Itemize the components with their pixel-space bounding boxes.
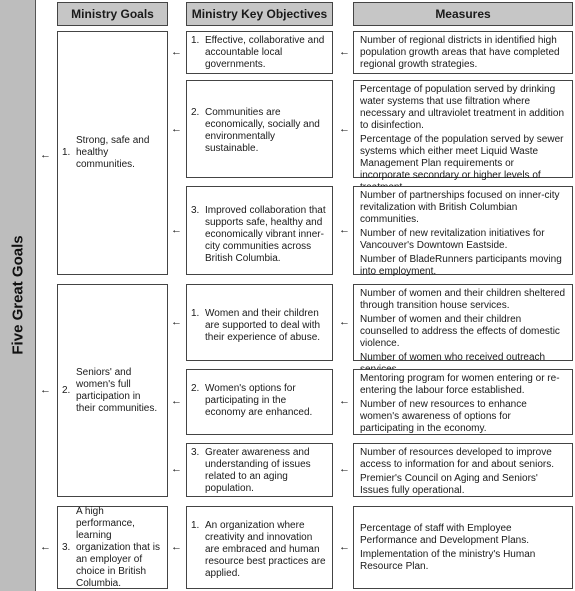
objective-box-2-2 — [186, 369, 333, 435]
measure-box-1-1 — [353, 31, 573, 74]
left-arrow-icon: ← — [40, 149, 51, 161]
objective-number: 3. — [191, 205, 200, 216]
measure-item: Premier's Council on Aging and Seniors' Issues fully operational. — [360, 473, 538, 496]
header-ministry-goals: Ministry Goals — [57, 2, 168, 26]
left-arrow-icon: ← — [339, 541, 350, 553]
measure-item: Number of BladeRunners participants moving into employment. — [360, 254, 562, 277]
goal-box-3 — [57, 506, 168, 589]
left-arrow-icon: ← — [339, 46, 350, 58]
sidebar-title: Five Great Goals — [9, 235, 27, 355]
objective-box-1-1 — [186, 31, 333, 74]
left-arrow-icon: ← — [339, 123, 350, 135]
left-arrow-icon: ← — [339, 316, 350, 328]
goal-box-2 — [57, 284, 168, 497]
objective-number: 1. — [191, 35, 200, 46]
left-arrow-icon: ← — [171, 463, 182, 475]
objective-box-2-3 — [186, 443, 333, 497]
goal-text: Seniors' and women's full participation in their communities. — [76, 366, 158, 414]
objective-box-1-3 — [186, 186, 333, 275]
goal-number: 2. — [62, 384, 71, 396]
measure-item: Number of new resources to enhance women's awareness of options for participating in the economy. — [360, 399, 527, 434]
sidebar — [0, 0, 36, 591]
objective-text: Greater awareness and understanding of issues related to an aging population. — [205, 447, 311, 494]
measure-box-2-2 — [353, 369, 573, 435]
goal-text: Strong, safe and healthy communities. — [76, 135, 150, 170]
left-arrow-icon: ← — [40, 384, 51, 396]
measure-box-3-1 — [353, 506, 573, 589]
left-arrow-icon: ← — [171, 541, 182, 553]
objective-text: Women's options for participating in the economy are enhanced. — [205, 383, 313, 418]
objective-number: 2. — [191, 107, 200, 118]
objective-text: An organization where creativity and innovation are embraced and human resource best practices are applied. — [205, 520, 326, 579]
measure-item: Implementation of the ministry's Human Resource Plan. — [360, 549, 536, 572]
measure-item: Number of women and their children sheltered through transition house services. — [360, 288, 566, 311]
goal-text: A high performance, learning organization that is an employer of choice in British Columbia. — [76, 505, 160, 589]
measure-item: Mentoring program for women entering or re-entering the labour force established. — [360, 373, 560, 396]
measure-item: Number of women who received outreach — [360, 352, 546, 363]
measure-item: Number of regional districts in identified high population growth areas that have completed regional growth strategies. — [360, 35, 560, 70]
measure-item: Percentage of the population served by sewer systems which either meet Liquid Waste Management Plan requirements or incorporate secondary or higher levels of — [360, 134, 564, 181]
measure-item: Number of new revitalization initiatives for Vancouver's Downtown Eastside. — [360, 228, 545, 251]
objective-text: Improved collaboration that supports safe, healthy and economically vibrant inner-city communities across British Columbia. — [205, 205, 326, 264]
left-arrow-icon: ← — [339, 463, 350, 475]
left-arrow-icon: ← — [339, 224, 350, 236]
objective-number: 2. — [191, 383, 200, 394]
measure-item: Number of resources developed to improve access to information for and about seniors. — [360, 447, 554, 470]
measure-box-1-2 — [353, 80, 573, 181]
objective-number: 1. — [191, 308, 200, 319]
measure-item: Number of women and their children counselled to address the effects of domestic violence. — [360, 314, 560, 349]
left-arrow-icon: ← — [339, 395, 350, 407]
objective-text: Communities are economically, socially and environmentally sustainable. — [205, 107, 320, 154]
objective-box-2-1 — [186, 284, 333, 361]
objective-number: 3. — [191, 447, 200, 458]
objective-box-3-1 — [186, 506, 333, 589]
goal-box-1 — [57, 31, 168, 275]
objective-number: 1. — [191, 520, 200, 531]
measure-box-2-1 — [353, 284, 573, 361]
header-measures: Measures — [353, 2, 573, 26]
goal-number: 1. — [62, 147, 71, 158]
measure-item: Percentage of staff with Employee Performance and Development Plans. — [360, 523, 529, 546]
measure-item: Percentage of population served by drinking water systems that use filtration where necessary and ultraviolet treatment in addition to disinfection. — [360, 84, 565, 131]
measure-box-1-3 — [353, 186, 573, 275]
objective-text: Women and their children are supported to deal with their experience of abuse. — [205, 308, 321, 343]
left-arrow-icon: ← — [171, 395, 182, 407]
objective-text: Effective, collaborative and accountable local governments. — [205, 35, 325, 70]
left-arrow-icon: ← — [171, 46, 182, 58]
goal-number: 3. — [62, 541, 71, 553]
objective-box-1-2 — [186, 80, 333, 178]
left-arrow-icon: ← — [171, 224, 182, 236]
left-arrow-icon: ← — [171, 316, 182, 328]
left-arrow-icon: ← — [40, 541, 51, 553]
header-ministry-key-objectives: Ministry Key Objectives — [186, 2, 333, 26]
measure-box-2-3 — [353, 443, 573, 497]
measure-item: Number of partnerships focused on inner-city revitalization with British Columbian communities. — [360, 190, 560, 225]
left-arrow-icon: ← — [171, 123, 182, 135]
